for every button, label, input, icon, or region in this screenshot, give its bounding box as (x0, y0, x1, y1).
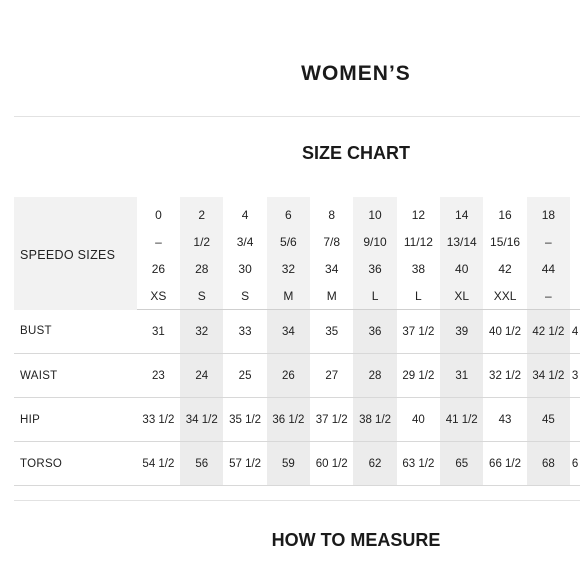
measurement-cell: 27 (310, 354, 353, 398)
measurement-cell: 40 1/2 (483, 310, 526, 354)
measurement-cell: 68 (527, 442, 570, 486)
size-header-cell: 40 (440, 255, 483, 282)
divider-top (14, 116, 580, 117)
measurement-cell: 4 (570, 310, 580, 354)
size-header-cell: XL (440, 282, 483, 310)
size-header-cell: 4 (241, 207, 249, 222)
size-header-cell (570, 255, 580, 282)
measurement-cell: 41 1/2 (440, 398, 483, 442)
size-header-cell: 28 (180, 255, 223, 282)
measurement-cell: 59 (267, 442, 310, 486)
size-header-cell: 38 (411, 261, 426, 276)
measurement-cell: 38 1/2 (353, 398, 396, 442)
size-header-cell: 14 (440, 197, 483, 228)
measurement-label: HIP (14, 398, 137, 442)
size-header-cell: L (353, 282, 396, 310)
measurement-cell (570, 398, 580, 442)
size-header-cell: 42 (498, 261, 512, 276)
size-header-cell: 18 (527, 197, 570, 228)
size-header-cell: 44 (527, 255, 570, 282)
size-header-cell: – (155, 234, 162, 249)
size-header-cell: 5/6 (267, 228, 310, 255)
measurement-cell: 56 (180, 442, 223, 486)
size-header-cell: 26 (151, 261, 166, 276)
measurement-label: WAIST (14, 354, 137, 398)
size-header-cell: 36 (353, 255, 396, 282)
measurement-cell: 34 1/2 (527, 354, 570, 398)
measurement-cell: 65 (440, 442, 483, 486)
measurement-cell: 35 1/2 (223, 398, 266, 442)
size-header-cell: – (527, 282, 570, 310)
measurement-cell: 24 (180, 354, 223, 398)
size-header-cell (570, 228, 580, 255)
size-header-cell: 10 (353, 197, 396, 228)
measurement-cell: 34 (267, 310, 310, 354)
size-header-row (14, 197, 580, 228)
measurement-row (14, 442, 580, 486)
size-header-cell: 30 (238, 261, 252, 276)
measurement-cell: 39 (440, 310, 483, 354)
measurement-cell: 62 (353, 442, 396, 486)
measurement-cell: 31 (440, 354, 483, 398)
size-header-cell: 15/16 (490, 234, 521, 249)
measurement-label: BUST (14, 310, 137, 354)
measurement-cell: 34 1/2 (180, 398, 223, 442)
how-to-measure-heading: HOW TO MEASURE (271, 530, 441, 550)
size-header-cell: XS (137, 282, 180, 310)
size-header-cell (570, 282, 580, 310)
measurement-cell: 42 1/2 (527, 310, 570, 354)
measurement-cell: 37 1/2 (310, 398, 353, 442)
measurement-cell: 32 1/2 (483, 354, 526, 398)
measurement-cell: 43 (483, 398, 526, 442)
size-header-cell: 16 (498, 207, 512, 222)
size-header-cell: 11/12 (403, 234, 433, 249)
measurement-cell: 6 (570, 442, 580, 486)
measurement-cell: 25 (223, 354, 266, 398)
size-chart-heading: SIZE CHART (302, 143, 410, 163)
measurement-cell: 40 (397, 398, 440, 442)
size-header-cell: 7/8 (323, 234, 341, 249)
size-header-cell: 8 (328, 207, 336, 222)
measurement-cell: 26 (267, 354, 310, 398)
speedo-sizes-label: SPEEDO SIZES (14, 197, 137, 310)
measurement-cell: 54 1/2 (137, 442, 180, 486)
size-header-cell: 12 (411, 207, 426, 222)
measurement-row (14, 310, 580, 354)
size-header-cell: XXL (483, 282, 526, 310)
measurement-cell: 36 (353, 310, 396, 354)
measurement-cell: 60 1/2 (310, 442, 353, 486)
measurement-cell: 66 1/2 (483, 442, 526, 486)
size-header-cell: M (267, 282, 310, 310)
size-header-cell: 1/2 (180, 228, 223, 255)
measurement-label: TORSO (14, 442, 137, 486)
measurement-cell: 37 1/2 (397, 310, 440, 354)
measurement-cell: 3 (570, 354, 580, 398)
measurement-row (14, 398, 580, 442)
measurement-cell: 63 1/2 (397, 442, 440, 486)
size-header-cell: 13/14 (440, 228, 483, 255)
divider-bottom (14, 500, 580, 501)
size-header-cell: 3/4 (236, 234, 254, 249)
size-chart-table (14, 197, 580, 486)
measurement-cell: 45 (527, 398, 570, 442)
size-header-cell: – (527, 228, 570, 255)
measurement-row (14, 354, 580, 398)
size-header-cell (570, 197, 580, 228)
page-title: WOMEN’S (301, 62, 411, 85)
measurement-cell: 33 1/2 (137, 398, 180, 442)
measurement-cell: 33 (223, 310, 266, 354)
measurement-cell: 57 1/2 (223, 442, 266, 486)
measurement-cell: 23 (137, 354, 180, 398)
size-header-cell: 0 (155, 207, 162, 222)
measurement-cell: 29 1/2 (397, 354, 440, 398)
size-header-cell: 9/10 (353, 228, 396, 255)
measurement-cell: 35 (310, 310, 353, 354)
size-header-cell: 32 (267, 255, 310, 282)
size-header-cell: M (310, 282, 353, 310)
size-header-cell: 6 (267, 197, 310, 228)
measurement-cell: 36 1/2 (267, 398, 310, 442)
measurement-cell: 31 (137, 310, 180, 354)
size-header-cell: 34 (325, 261, 339, 276)
size-header-cell: 2 (180, 197, 223, 228)
measurement-cell: 32 (180, 310, 223, 354)
measurement-cell: 28 (353, 354, 396, 398)
size-header-cell: S (223, 282, 266, 310)
size-header-cell: L (397, 282, 440, 310)
size-header-cell: S (180, 282, 223, 310)
